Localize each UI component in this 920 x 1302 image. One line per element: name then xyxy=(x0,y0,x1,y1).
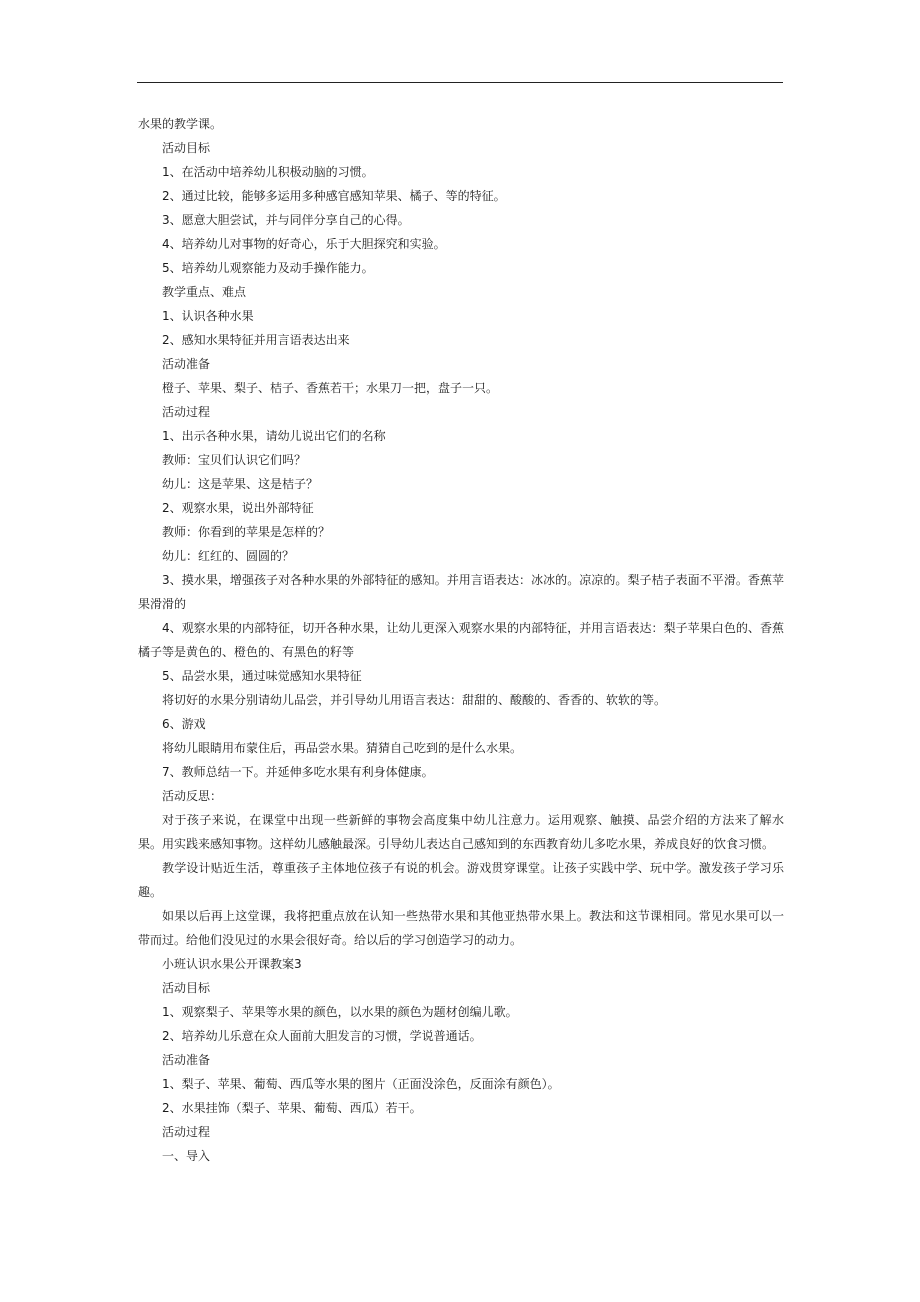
list-item: 2、培养幼儿乐意在众人面前大胆发言的习惯，学说普通话。 xyxy=(162,1029,482,1043)
list-item: 5、品尝水果，通过味觉感知水果特征 xyxy=(162,669,362,683)
paragraph: 水果的教学课。 xyxy=(138,117,223,131)
list-item: 1、认识各种水果 xyxy=(162,309,254,323)
paragraph: 教学设计贴近生活，尊重孩子主体地位孩子有说的机会。游戏贯穿课堂。让孩子实践中学、玩中学。激发孩子学习乐趣。 xyxy=(138,861,784,899)
list-item: 4、培养幼儿对事物的好奇心，乐于大胆探究和实验。 xyxy=(162,237,446,251)
list-item: 3、愿意大胆尝试，并与同伴分享自己的心得。 xyxy=(162,213,410,227)
paragraph: 橙子、苹果、梨子、桔子、香蕉若干；水果刀一把，盘子一只。 xyxy=(162,381,499,395)
paragraph: 如果以后再上这堂课，我将把重点放在认知一些热带水果和其他亚热带水果上。教法和这节课相同。常见水果可以一带而过。给他们没见过的水果会很好奇。给以后的学习创造学习的动力。 xyxy=(138,909,784,947)
dialogue-line: 幼儿：这是苹果、这是桔子？ xyxy=(162,477,319,491)
paragraph: 将幼儿眼睛用布蒙住后，再品尝水果。猜猜自己吃到的是什么水果。 xyxy=(162,741,523,755)
section-heading: 活动过程 xyxy=(162,405,211,419)
list-item: 1、在活动中培养幼儿积极动脑的习惯。 xyxy=(162,165,374,179)
list-item: 5、培养幼儿观察能力及动手操作能力。 xyxy=(162,261,374,275)
list-item: 2、水果挂饰（梨子、苹果、葡萄、西瓜）若干。 xyxy=(162,1101,422,1115)
header-rule xyxy=(137,82,783,83)
dialogue-line: 教师：你看到的苹果是怎样的？ xyxy=(162,525,331,539)
section-heading: 活动准备 xyxy=(162,1053,211,1067)
section-heading: 活动反思： xyxy=(162,789,223,803)
list-item: 3、摸水果，增强孩子对各种水果的外部特征的感知。并用言语表达：冰冰的。凉凉的。梨子桔子表面不平滑。香蕉苹果滑滑的 xyxy=(138,573,784,611)
dialogue-line: 幼儿：红红的、圆圆的？ xyxy=(162,549,295,563)
section-heading: 活动准备 xyxy=(162,357,211,371)
list-item: 7、教师总结一下。并延伸多吃水果有利身体健康。 xyxy=(162,765,434,779)
list-item: 1、出示各种水果，请幼儿说出它们的名称 xyxy=(162,429,386,443)
section-heading: 活动目标 xyxy=(162,141,211,155)
section-heading: 活动目标 xyxy=(162,981,211,995)
list-item: 6、游戏 xyxy=(162,717,206,731)
paragraph: 将切好的水果分别请幼儿品尝，并引导幼儿用语言表达：甜甜的、酸酸的、香香的、软软的等。 xyxy=(162,693,667,707)
list-item: 2、感知水果特征并用言语表达出来 xyxy=(162,333,350,347)
dialogue-line: 教师：宝贝们认识它们吗？ xyxy=(162,453,307,467)
document-body xyxy=(138,112,784,1168)
section-heading: 教学重点、难点 xyxy=(162,285,247,299)
section-heading: 活动过程 xyxy=(162,1125,211,1139)
document-title: 小班认识水果公开课教案3 xyxy=(162,957,302,971)
list-item: 1、观察梨子、苹果等水果的颜色，以水果的颜色为题材创编儿歌。 xyxy=(162,1005,518,1019)
list-item: 一、导入 xyxy=(162,1149,211,1163)
list-item: 1、梨子、苹果、葡萄、西瓜等水果的图片（正面没涂色，反面涂有颜色）。 xyxy=(162,1077,560,1091)
paragraph: 对于孩子来说，在课堂中出现一些新鲜的事物会高度集中幼儿注意力。运用观察、触摸、品尝介绍的方法来了解水果。用实践来感知事物。这样幼儿感触最深。引导幼儿表达自己感知到的东西教育幼儿多吃水果，养成良好的饮食习惯。 xyxy=(138,813,784,851)
list-item: 2、观察水果，说出外部特征 xyxy=(162,501,314,515)
list-item: 2、通过比较，能够多运用多种感官感知苹果、橘子、等的特征。 xyxy=(162,189,506,203)
list-item: 4、观察水果的内部特征，切开各种水果，让幼儿更深入观察水果的内部特征，并用言语表达：梨子苹果白色的、香蕉橘子等是黄色的、橙色的、有黑色的籽等 xyxy=(138,621,784,659)
